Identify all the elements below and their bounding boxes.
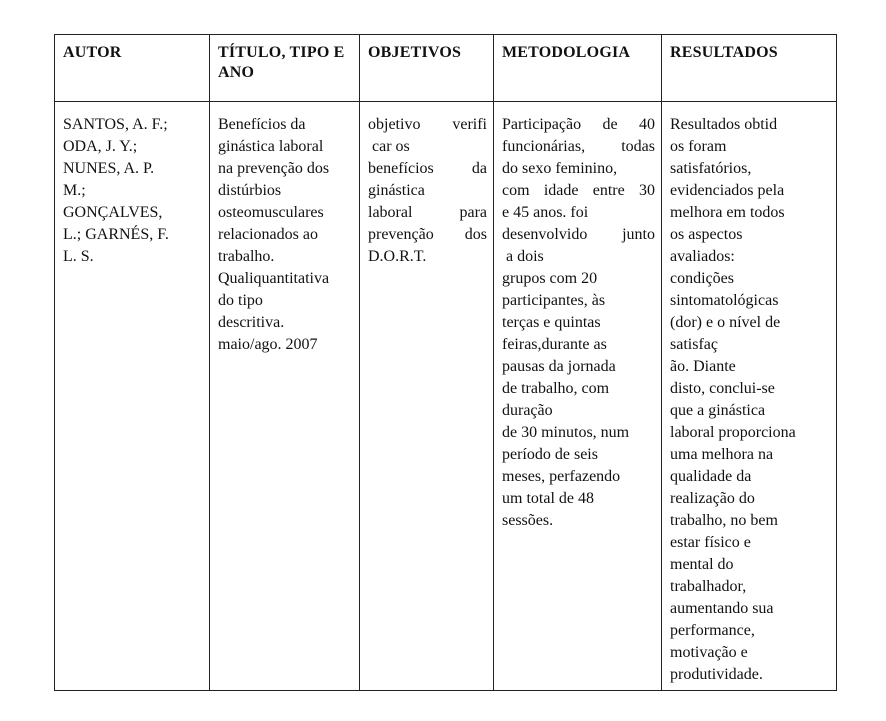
header-row — [55, 35, 837, 102]
cell-line: melhora em todos — [670, 204, 785, 221]
cell-line: trabalho, no bem — [670, 512, 778, 529]
cell-line: relacionados ao — [218, 226, 318, 243]
cell-line: satisfatórios, — [670, 160, 752, 177]
cell-line: com idade entre 30 — [502, 182, 655, 199]
cell-line: estar físico e — [670, 534, 751, 551]
cell-line: L. S. — [63, 248, 94, 265]
cell-line: um total de 48 — [502, 490, 594, 507]
cell-line: Qualiquantitativa — [218, 270, 330, 287]
cell-line: laboral proporciona — [670, 424, 796, 441]
cell-line: SANTOS, A. F.; — [63, 116, 168, 133]
cell-line: trabalhador, — [670, 578, 747, 595]
cell-metodologia — [494, 102, 662, 691]
cell-line: mental do — [670, 556, 734, 573]
cell-line: grupos com 20 — [502, 270, 598, 287]
cell-line: maio/ago. 2007 — [218, 336, 318, 353]
cell-line: qualidade da — [670, 468, 752, 485]
cell-line: distúrbios — [218, 182, 282, 199]
cell-line: ão. Diante — [670, 358, 736, 375]
cell-line: Resultados obtid — [670, 116, 778, 133]
cell-line: do tipo — [218, 292, 263, 309]
cell-line: período de seis — [502, 446, 598, 463]
literature-review-table — [54, 34, 837, 691]
cell-line: sintomatológicas — [670, 292, 779, 309]
cell-line: satisfaç — [670, 336, 718, 353]
cell-line: funcionárias, todas — [502, 138, 655, 155]
cell-line: trabalho. — [218, 248, 275, 265]
cell-line: D.O.R.T. — [368, 248, 427, 265]
cell-line: GONÇALVES, — [63, 204, 163, 221]
cell-line: na prevenção dos — [218, 160, 330, 177]
cell-line: laboral para — [368, 204, 487, 221]
cell-line: participantes, às — [502, 292, 606, 309]
cell-line: produtividade. — [670, 666, 763, 683]
cell-line: disto, conclui-se — [670, 380, 775, 397]
cell-line: feiras,durante as — [502, 336, 607, 353]
cell-line: realização do — [670, 490, 755, 507]
header-metodologia: METODOLOGIA — [494, 35, 662, 102]
cell-line: M.; — [63, 182, 86, 199]
cell-line: ginástica laboral — [218, 138, 324, 155]
cell-line: prevenção dos — [368, 226, 487, 243]
cell-line: car os — [368, 138, 410, 155]
header-titulo-tipo-ano: TÍTULO, TIPO E ANO — [210, 35, 360, 102]
cell-line: L.; GARNÉS, F. — [63, 226, 169, 243]
cell-resultados — [662, 102, 837, 691]
cell-line: osteomusculares — [218, 204, 324, 221]
cell-line: a dois — [502, 248, 544, 265]
cell-line: que a ginástica — [670, 402, 766, 419]
cell-line: meses, perfazendo — [502, 468, 621, 485]
cell-line: os foram — [670, 138, 727, 155]
cell-line: objetivo verifi — [368, 116, 487, 133]
cell-line: benefícios da — [368, 160, 487, 177]
cell-autor — [55, 102, 210, 691]
cell-line: pausas da jornada — [502, 358, 616, 375]
header-autor: AUTOR — [55, 35, 210, 102]
header-resultados: RESULTADOS — [662, 35, 837, 102]
cell-line: de trabalho, com — [502, 380, 610, 397]
cell-line: terças e quintas — [502, 314, 601, 331]
cell-line: ginástica — [368, 182, 425, 199]
cell-line: avaliados: — [670, 248, 735, 265]
cell-objetivos — [360, 102, 494, 691]
cell-line: e 45 anos. foi — [502, 204, 589, 221]
cell-line: aumentando sua — [670, 600, 774, 617]
cell-line: performance, — [670, 622, 755, 639]
cell-line: uma melhora na — [670, 446, 774, 463]
cell-line: NUNES, A. P. — [63, 160, 155, 177]
cell-line: descritiva. — [218, 314, 285, 331]
cell-line: de 30 minutos, num — [502, 424, 630, 441]
cell-line: desenvolvido junto — [502, 226, 655, 243]
cell-line: (dor) e o nível de — [670, 314, 781, 331]
cell-line: os aspectos — [670, 226, 743, 243]
cell-line: evidenciados pela — [670, 182, 785, 199]
header-objetivos: OBJETIVOS — [360, 35, 494, 102]
cell-line: motivação e — [670, 644, 748, 661]
cell-line: do sexo feminino, — [502, 160, 618, 177]
table-row — [55, 102, 837, 691]
cell-line: Participação de 40 — [502, 116, 655, 133]
cell-line: condições — [670, 270, 734, 287]
cell-line: Benefícios da — [218, 116, 306, 133]
cell-line: sessões. — [502, 512, 554, 529]
cell-line: ODA, J. Y.; — [63, 138, 138, 155]
cell-line: duração — [502, 402, 553, 419]
cell-titulo — [210, 102, 360, 691]
